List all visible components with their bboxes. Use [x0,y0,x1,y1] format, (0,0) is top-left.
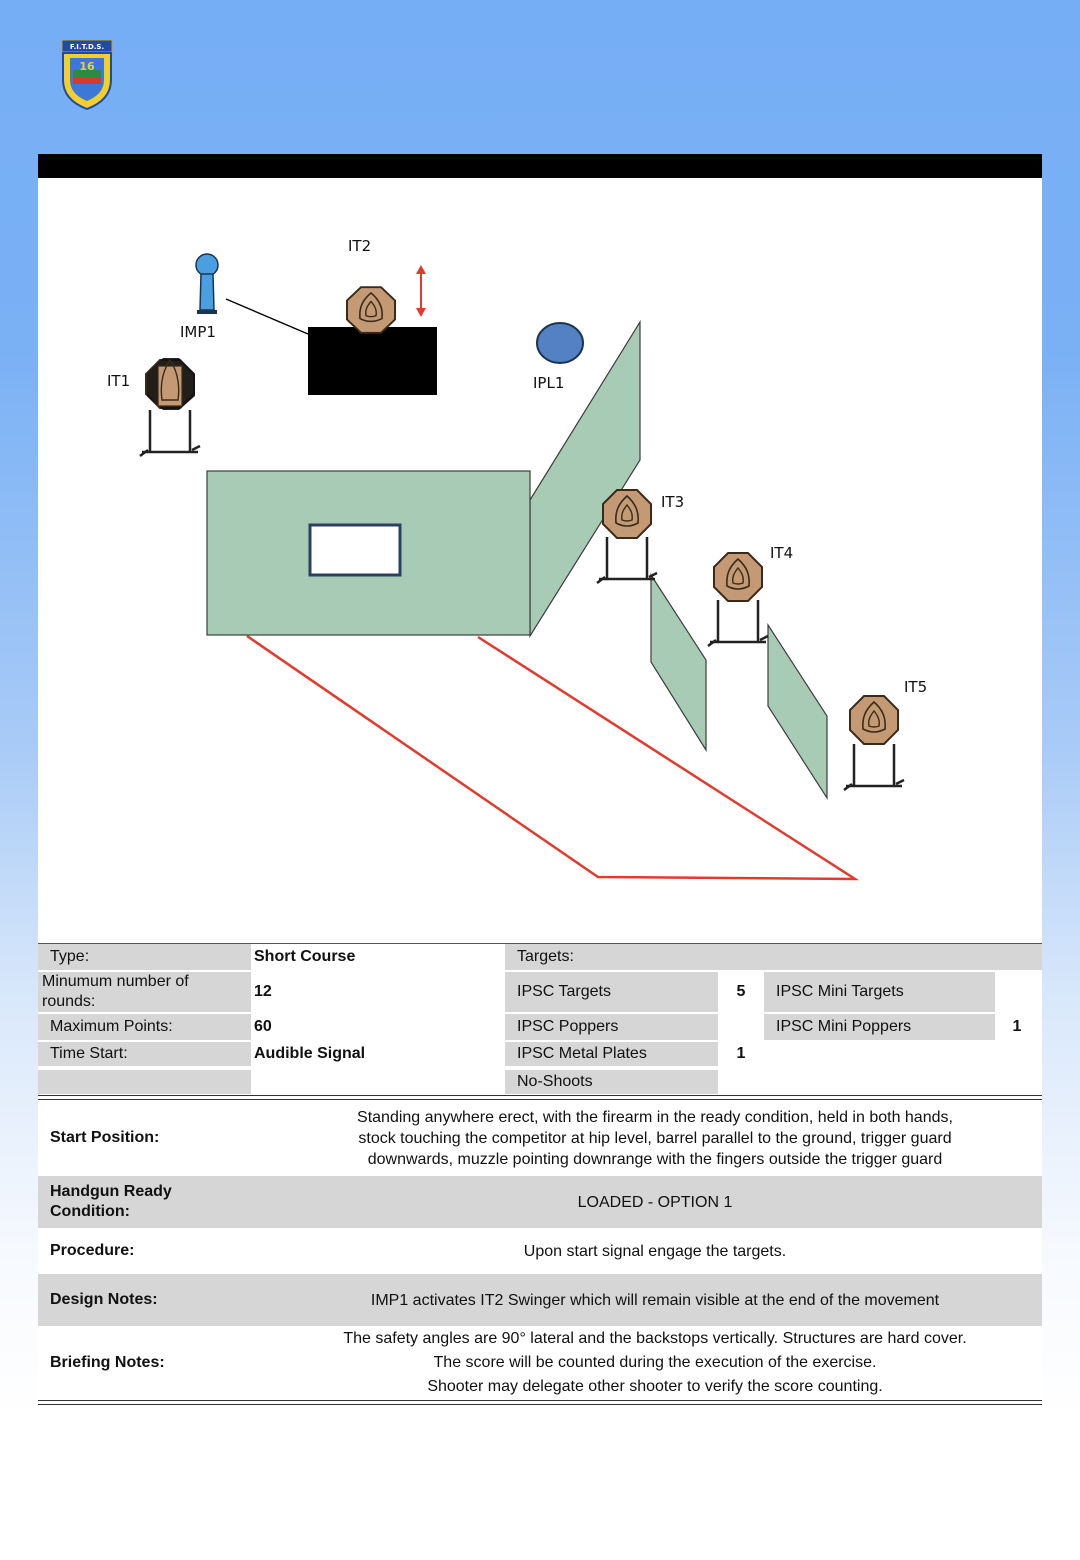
label-ipl1: IPL1 [533,374,565,392]
small-wall-1 [651,575,706,750]
briefing-notes-line: Shooter may delegate other shooter to verify the score counting. [427,1378,883,1395]
ipsc-mini-targets-label: IPSC Mini Targets [764,972,995,1012]
empty-label [38,1070,251,1094]
it2-target [347,265,426,333]
label-it4: IT4 [770,544,794,562]
ipsc-targets-count: 5 [736,983,746,1000]
stage-diagram [38,178,1042,943]
ready-condition-value: LOADED - OPTION 1 [577,1193,733,1211]
briefing-notes-label: Briefing Notes: [50,1354,165,1371]
label-it5: IT5 [904,678,928,696]
max-points-label: Maximum Points: [38,1014,251,1040]
angled-wall [530,322,640,636]
design-notes-value: IMP1 activates IT2 Swinger which will remain visible at the end of the movement [370,1291,940,1309]
fault-line [247,636,855,879]
logo-text: F.I.T.D.S. [69,43,105,51]
start-position-value [288,1107,1042,1170]
ipsc-mini-poppers-count: 1 [1012,1018,1022,1035]
imp1-popper [196,254,308,334]
ipsc-mini-targets-count [998,972,1036,1012]
briefing-notes-line: The score will be counted during the execution of the exercise. [433,1354,877,1371]
start-position-line: downwards, muzzle pointing downrange with the fingers outside the trigger guard [367,1150,943,1168]
design-notes-label: Design Notes: [50,1291,158,1308]
start-position-line: stock touching the competitor at hip level, barrel parallel to the ground, trigger guard [358,1129,952,1147]
label-imp1: IMP1 [180,323,216,341]
ipsc-mini-poppers-label: IPSC Mini Poppers [764,1014,995,1040]
it3-target [597,490,657,583]
it4-target [708,553,768,646]
type-label: Type: [38,944,251,970]
max-points-value: 60 [254,1018,272,1035]
stage-info-table [38,943,1042,1096]
black-barrier [308,327,437,395]
time-start-label: Time Start: [38,1042,251,1066]
briefing-notes-line: The safety angles are 90° lateral and the backstops vertically. Structures are hard cover. [343,1330,967,1347]
briefing-section [38,1095,1042,1405]
label-it1: IT1 [107,372,131,390]
procedure-row [38,1228,1042,1274]
ipl1-plate [537,323,583,363]
start-position-line: Standing anywhere erect, with the firearm in the ready condition, held in both hands, [357,1108,953,1126]
wall-window [310,525,400,575]
no-shoots-label: No-Shoots [505,1070,718,1094]
small-wall-2 [768,625,827,798]
time-start-value: Audible Signal [254,1045,366,1062]
start-position-label: Start Position: [50,1129,160,1146]
procedure-value: Upon start signal engage the targets. [523,1242,787,1260]
stage-title-bar [38,154,1042,178]
procedure-label: Procedure: [50,1242,135,1259]
fitds-logo [60,40,114,110]
ready-condition-row [38,1176,1042,1228]
min-rounds-label: Minumum number of rounds: [38,972,251,1012]
it5-target [844,696,904,790]
svg-text:16: 16 [79,60,95,73]
targets-label: Targets: [505,944,1042,970]
ipsc-poppers-count [724,1014,758,1040]
label-it2: IT2 [348,237,372,255]
start-position-row [38,1100,1042,1176]
ipsc-metal-plates-label: IPSC Metal Plates [505,1042,718,1066]
ipsc-targets-label: IPSC Targets [505,972,718,1012]
briefing-notes-row [38,1326,1042,1400]
label-it3: IT3 [661,493,685,511]
it1-target [140,358,200,456]
type-value: Short Course [254,948,356,965]
ipsc-metal-plates-count: 1 [736,1045,746,1062]
design-notes-row [38,1274,1042,1326]
ipsc-poppers-label: IPSC Poppers [505,1014,718,1040]
divider [38,1400,1042,1405]
briefing-notes-value [288,1327,1042,1399]
ready-condition-label: Handgun Ready Condition: [50,1183,172,1220]
min-rounds-value: 12 [254,983,272,1000]
